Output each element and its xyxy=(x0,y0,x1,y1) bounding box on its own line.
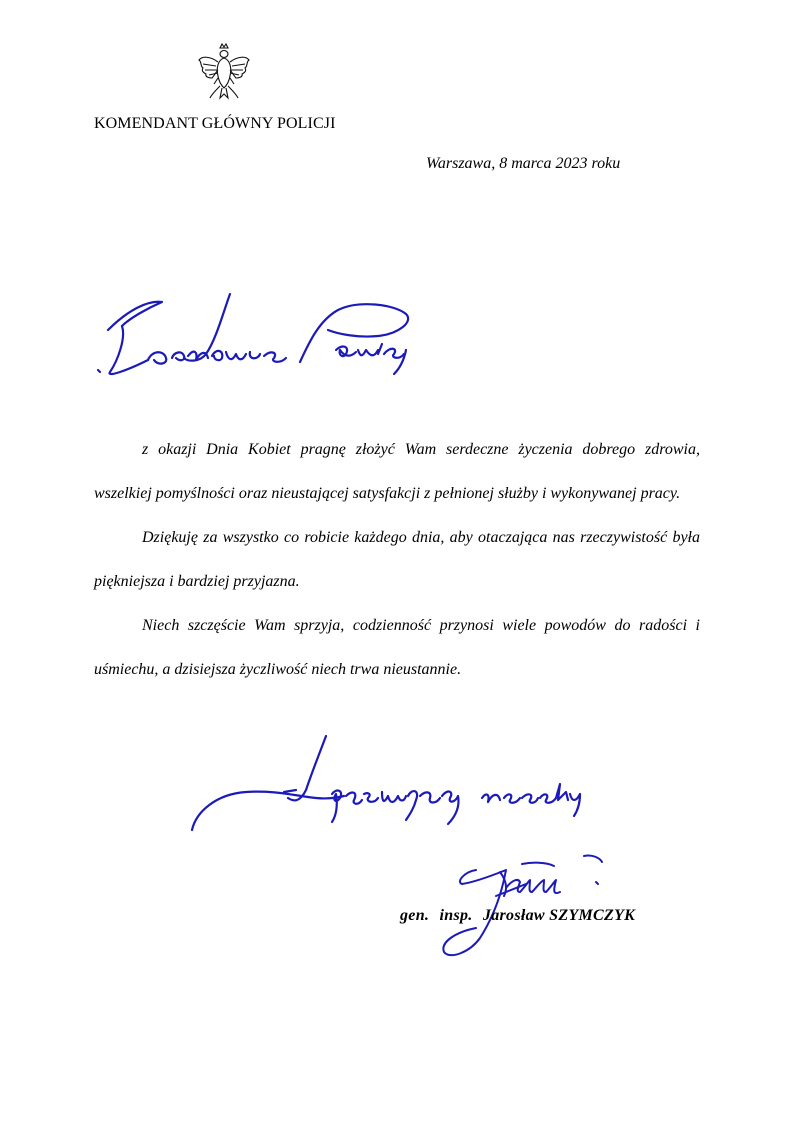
signer-name xyxy=(400,907,635,925)
body-paragraph: Dziękuję za wszystko co robicie każdego dnia, aby otaczająca nas rzeczywistość była piękniejsza i bardziej przyjazna. xyxy=(94,529,700,590)
signer-rank: gen. xyxy=(400,907,430,924)
signer-fullname: Jarosław SZYMCZYK xyxy=(482,907,636,924)
letter-body xyxy=(94,428,700,692)
polish-eagle-emblem-icon xyxy=(196,42,252,102)
handwritten-salutation xyxy=(88,290,428,390)
body-paragraph: Niech szczęście Wam sprzyja, codzienność przynosi wiele powodów do radości i uśmiechu, a dzisiejsza życzliwość niech trwa nieustannie. xyxy=(94,617,700,678)
signer-title: insp. xyxy=(439,907,473,924)
date-line: Warszawa, 8 marca 2023 roku xyxy=(426,155,621,172)
body-paragraph: z okazji Dnia Kobiet pragnę złożyć Wam serdeczne życzenia dobrego zdrowia, wszelkiej pomyślności oraz nieustającej satysfakcji z pełnionej służby i wykonywanej pracy. xyxy=(94,441,700,502)
organization-header: KOMENDANT GŁÓWNY POLICJI xyxy=(94,115,336,132)
handwritten-closing xyxy=(186,732,606,842)
